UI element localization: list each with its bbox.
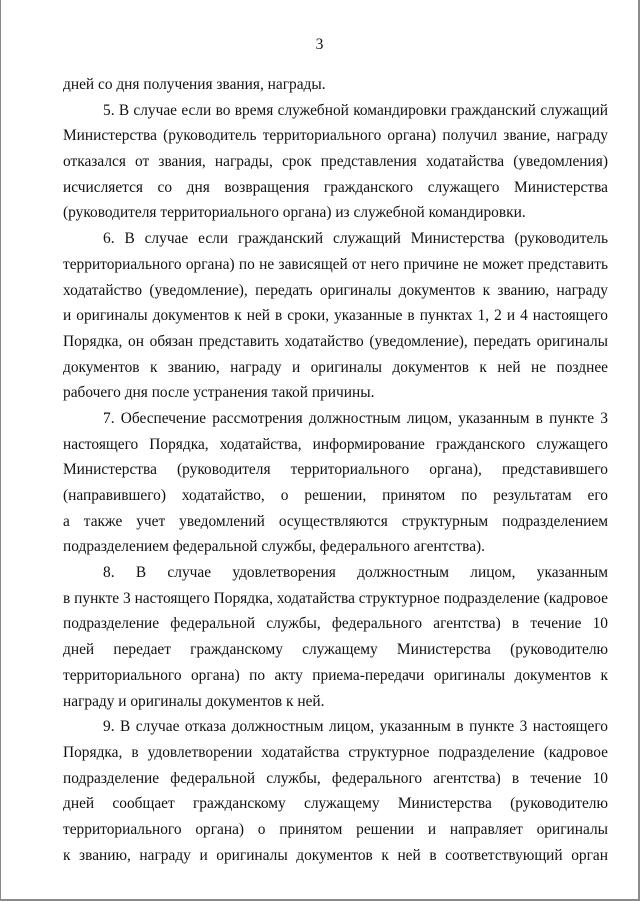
text-line: (направившего) ходатайство, о решении, принятом по результатам его xyxy=(63,487,608,504)
text-line: награду и оригиналы документов к ней. xyxy=(63,692,325,710)
text-line: настоящего Порядка, ходатайства, информирование гражданского служащего xyxy=(63,435,608,453)
text-line: Порядка, он обязан представить ходатайство (уведомление), передать оригиналы xyxy=(63,332,608,350)
text-line: территориального органа) о принятом решении и направляет оригиналы xyxy=(63,820,608,838)
page-number: 3 xyxy=(315,36,324,53)
text-line: отказался от звания, награды, срок представления ходатайства (уведомления) xyxy=(63,153,608,171)
text-line: 9. В случае отказа должностным лицом, указанным в пункте 3 настоящего xyxy=(103,718,608,736)
text-line: в пункте 3 настоящего Порядка, ходатайства структурное подразделение (кадровое xyxy=(63,589,608,607)
text-line: Министерства (руководитель территориального органа) получил звание, награду xyxy=(63,127,608,145)
text-line: подразделением федеральной службы, федерального агентства). xyxy=(63,538,486,556)
text-line: дней со дня получения звания, награды. xyxy=(63,76,326,93)
text-line: 8. В случае удовлетворения должностным лицом, указанным xyxy=(103,564,608,582)
text-line: документов к званию, награду и оригиналы документов к ней не позднее xyxy=(63,358,608,376)
text-line: ходатайство (уведомление), передать оригиналы документов к званию, награду xyxy=(63,281,608,299)
text-line: территориального органа) по акту приема-передачи оригиналы документов к xyxy=(63,666,608,684)
text-line: территориального органа) по не зависящей от него причине не может представить xyxy=(63,255,608,273)
text-line: а также учет уведомлений осуществляются структурным подразделением xyxy=(63,512,608,530)
text-line: исчисляется со дня возвращения гражданского служащего Министерства xyxy=(63,178,608,196)
text-line: подразделение федеральной службы, федерального агентства) в течение 10 xyxy=(63,769,608,787)
text-line: 6. В случае если гражданский служащий Министерства (руководитель xyxy=(103,230,608,248)
text-line: и оригиналы документов к ней в сроки, указанные в пунктах 1, 2 и 4 настоящего xyxy=(63,307,608,325)
text-line: рабочего дня после устранения такой причины. xyxy=(63,384,375,402)
text-line: 5. В случае если во время служебной командировки гражданский служащий xyxy=(103,101,608,119)
text-line: Министерства (руководителя территориального органа), представившего xyxy=(63,461,608,479)
text-line: дней сообщает гражданскому служащему Министерства (руководителю xyxy=(63,795,608,813)
document-body xyxy=(63,72,608,868)
text-line: к званию, награду и оригиналы документов к ней в соответствующий орган xyxy=(63,846,608,864)
text-line: 7. Обеспечение рассмотрения должностным лицом, указанным в пункте 3 xyxy=(103,409,608,427)
text-line: (руководителя территориального органа) из служебной командировки. xyxy=(63,204,526,222)
text-line: дней передает гражданскому служащему Министерства (руководителю xyxy=(63,641,608,659)
text-line: подразделение федеральной службы, федерального агентства) в течение 10 xyxy=(63,615,608,633)
text-line: Порядка, в удовлетворении ходатайства структурное подразделение (кадровое xyxy=(63,743,608,761)
